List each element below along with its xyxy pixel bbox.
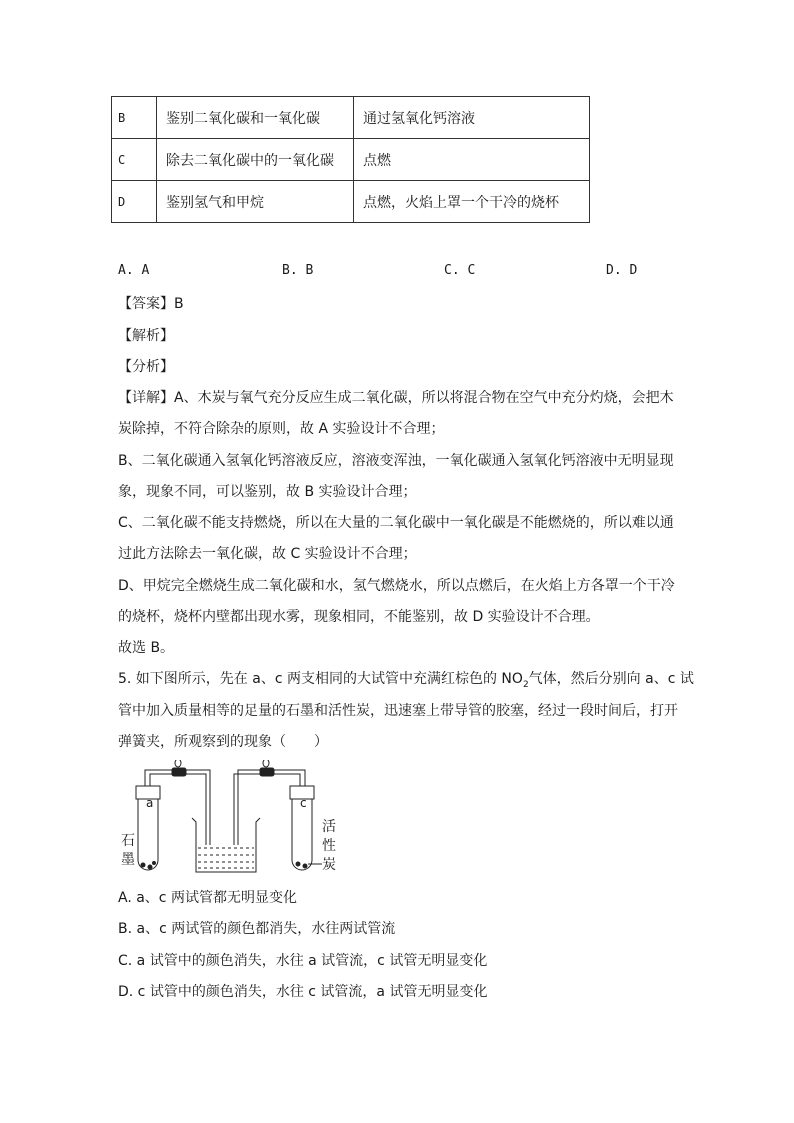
left-glass-tube: [145, 770, 210, 845]
question-text: 5. 如下图所示，先在 a、c 两支相同的大试管中充满红棕色的 NO: [118, 671, 523, 687]
detail-line: 的烧杯，烧杯内壁都出现水雾，现象相同，不能鉴别，故 D 实验设计不合理。: [118, 609, 600, 625]
label-char: 性: [322, 838, 336, 854]
subscript: 2: [522, 679, 529, 690]
detail-line: [118, 387, 674, 407]
option-c: C. a 试管中的颜色消失，水往 a 试管流，c 试管无明显变化: [118, 953, 488, 969]
detail-line: D、甲烷完全燃烧生成二氧化碳和水，氢气燃烧水，所以点燃后，在火焰上方各罩一个干冷: [118, 578, 675, 594]
question-line: 弹簧夹，所观察到的现象（ ）: [118, 734, 328, 750]
left-spring-clamp: [172, 760, 186, 776]
detail-line: 象，现象不同，可以鉴别，故 B 实验设计合理；: [118, 484, 417, 500]
row-purpose: 鉴别氢气和甲烷: [157, 181, 354, 223]
table-row: [112, 181, 590, 223]
row-method: 点燃，火焰上罩一个干冷的烧杯: [354, 181, 590, 223]
answer-line: [118, 293, 184, 313]
fenxi-label: 【分析】: [118, 359, 174, 375]
row-method: 通过氢氧化钙溶液: [354, 97, 590, 139]
answer-value: B: [174, 296, 184, 312]
row-letter: C: [112, 139, 157, 181]
row-method: 点燃: [354, 139, 590, 181]
right-spring-clamp: [260, 760, 274, 776]
option-d: D. c 试管中的颜色消失，水往 c 试管流，a 试管无明显变化: [118, 984, 488, 1000]
detail-line: 过此方法除去一氧化碳，故 C 实验设计不合理；: [118, 546, 417, 562]
question-line: 管中加入质量相等的足量的石墨和活性炭，迅速塞上带导管的胶塞，经过一段时间后，打开: [118, 703, 678, 719]
detail-line: C、二氧化碳不能支持燃烧，所以在大量的二氧化碳中一氧化碳是不能燃烧的，所以难以通: [118, 515, 674, 531]
water-beaker: [192, 818, 260, 872]
label-char: 炭: [322, 857, 336, 873]
row-letter: B: [112, 97, 157, 139]
options-table: [111, 96, 590, 223]
row-letter: D: [112, 181, 157, 223]
row-purpose: 除去二氧化碳中的一氧化碳: [157, 139, 354, 181]
detail-line: B、二氧化碳通入氢氧化钙溶液反应，溶液变浑浊，一氧化碳通入氢氧化钙溶液中无明显现: [118, 453, 674, 469]
label-char: 活: [322, 819, 336, 835]
row-purpose: 鉴别二氧化碳和一氧化碳: [157, 97, 354, 139]
detail-label: 【详解】: [118, 390, 174, 406]
option-b: B. a、c 两试管的颜色都消失，水往两试管流: [118, 921, 396, 937]
conclusion-line: 故选 B。: [118, 640, 175, 656]
detail-text: A、木炭与氧气充分反应生成二氧化碳，所以将混合物在空气中充分灼烧，会把木: [174, 390, 674, 406]
choice-a: A. A: [118, 263, 150, 278]
label-char: 石: [121, 833, 135, 849]
right-test-tube: [290, 778, 322, 870]
table-row: [112, 139, 590, 181]
tube-label-a: a: [146, 796, 154, 810]
detail-line: 炭除掉，不符合除杂的原则，故 A 实验设计不合理；: [118, 421, 445, 437]
left-test-tube: [136, 778, 160, 870]
choice-b: B. B: [282, 263, 314, 278]
label-char: 墨: [121, 852, 135, 868]
answer-label: 【答案】: [118, 296, 174, 312]
table-row: [112, 97, 590, 139]
choice-c: C. C: [444, 263, 476, 278]
option-a: A. a、c 两试管都无明显变化: [118, 890, 297, 906]
question-line: [118, 668, 694, 690]
graphite-label: [121, 832, 135, 870]
question-text: 气体，然后分别向 a、c 试: [528, 671, 694, 687]
activated-carbon-label: [322, 818, 336, 875]
tube-label-c: c: [300, 796, 307, 810]
jiexi-label: 【解析】: [118, 328, 174, 344]
choice-d: D. D: [606, 263, 638, 278]
right-glass-tube: [234, 770, 305, 845]
